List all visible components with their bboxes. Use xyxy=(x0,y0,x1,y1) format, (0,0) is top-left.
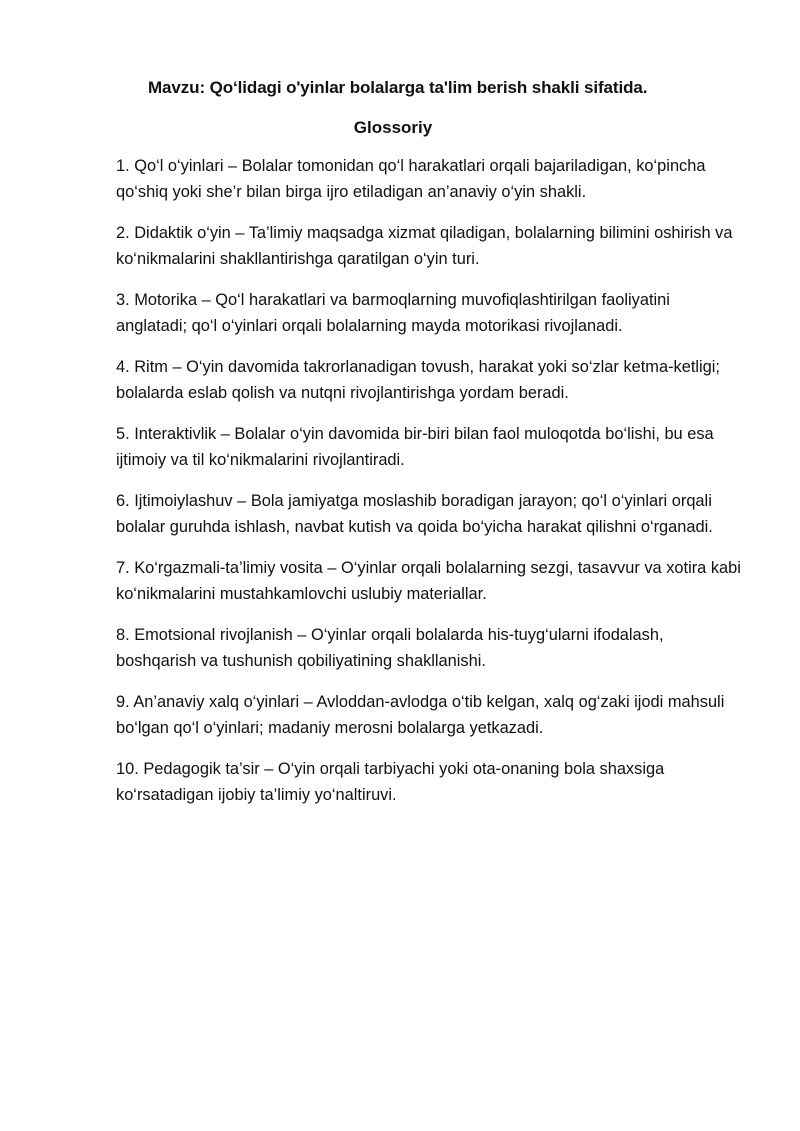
glossary-entry: 7. Ko‘rgazmali-ta’limiy vosita – O‘yinlar orqali bolalarning sezgi, tasavvur va xotira kabi ko‘nikmalarini mustahkamlovchi uslubiy materiallar. xyxy=(116,559,741,603)
glossary-list xyxy=(116,154,744,824)
glossary-entry: 4. Ritm – O‘yin davomida takrorlanadigan tovush, harakat yoki so‘zlar ketma-ketligi; bolalarda eslab qolish va nutqni rivojlantirishga yordam beradi. xyxy=(116,358,720,402)
page-title: Mavzu: Qo‘lidagi o'yinlar bolalarga ta'lim berish shakli sifatida. xyxy=(148,78,648,97)
glossary-entry: 3. Motorika – Qo‘l harakatlari va barmoqlarning muvofiqlashtirilgan faoliyatini anglatadi; qo‘l o‘yinlari orqali bolalarning mayda motorikasi rivojlanadi. xyxy=(116,291,670,335)
glossary-entry: 1. Qo‘l o‘yinlari – Bolalar tomonidan qo‘l harakatlari orqali bajariladigan, ko‘pincha qo‘shiq yoki she’r bilan birga ijro etiladigan an’anaviy o‘yin shakli. xyxy=(116,157,706,201)
glossary-entry: 6. Ijtimoiylashuv – Bola jamiyatga moslashib boradigan jarayon; qo‘l o‘yinlari orqali bolalar guruhda ishlash, navbat kutish va qoida bo‘yicha harakat qilishni o‘rganadi. xyxy=(116,492,713,536)
glossary-heading: Glossoriy xyxy=(353,118,433,137)
glossary-entry: 10. Pedagogik ta’sir – O‘yin orqali tarbiyachi yoki ota-onaning bola shaxsiga ko‘rsatadigan ijobiy ta’limiy yo‘naltiruvi. xyxy=(116,760,665,804)
glossary-entry: 9. An’anaviy xalq o‘yinlari – Avloddan-avlodga o‘tib kelgan, xalq og‘zaki ijodi mahsuli bo‘lgan qo‘l o‘yinlari; madaniy merosni bolalarga yetkazadi. xyxy=(116,693,725,737)
glossary-entry: 2. Didaktik o‘yin – Ta’limiy maqsadga xizmat qiladigan, bolalarning bilimini oshirish va ko‘nikmalarini shakllantirishga qaratilgan o‘yin turi. xyxy=(116,224,733,268)
glossary-entry: 8. Emotsional rivojlanish – O‘yinlar orqali bolalarda his-tuyg‘ularni ifodalash, boshqarish va tushunish qobiliyatining shakllanishi. xyxy=(116,626,664,670)
glossary-entry: 5. Interaktivlik – Bolalar o‘yin davomida bir-biri bilan faol muloqotda bo‘lishi, bu esa ijtimoiy va til ko‘nikmalarini rivojlantiradi. xyxy=(116,425,714,469)
